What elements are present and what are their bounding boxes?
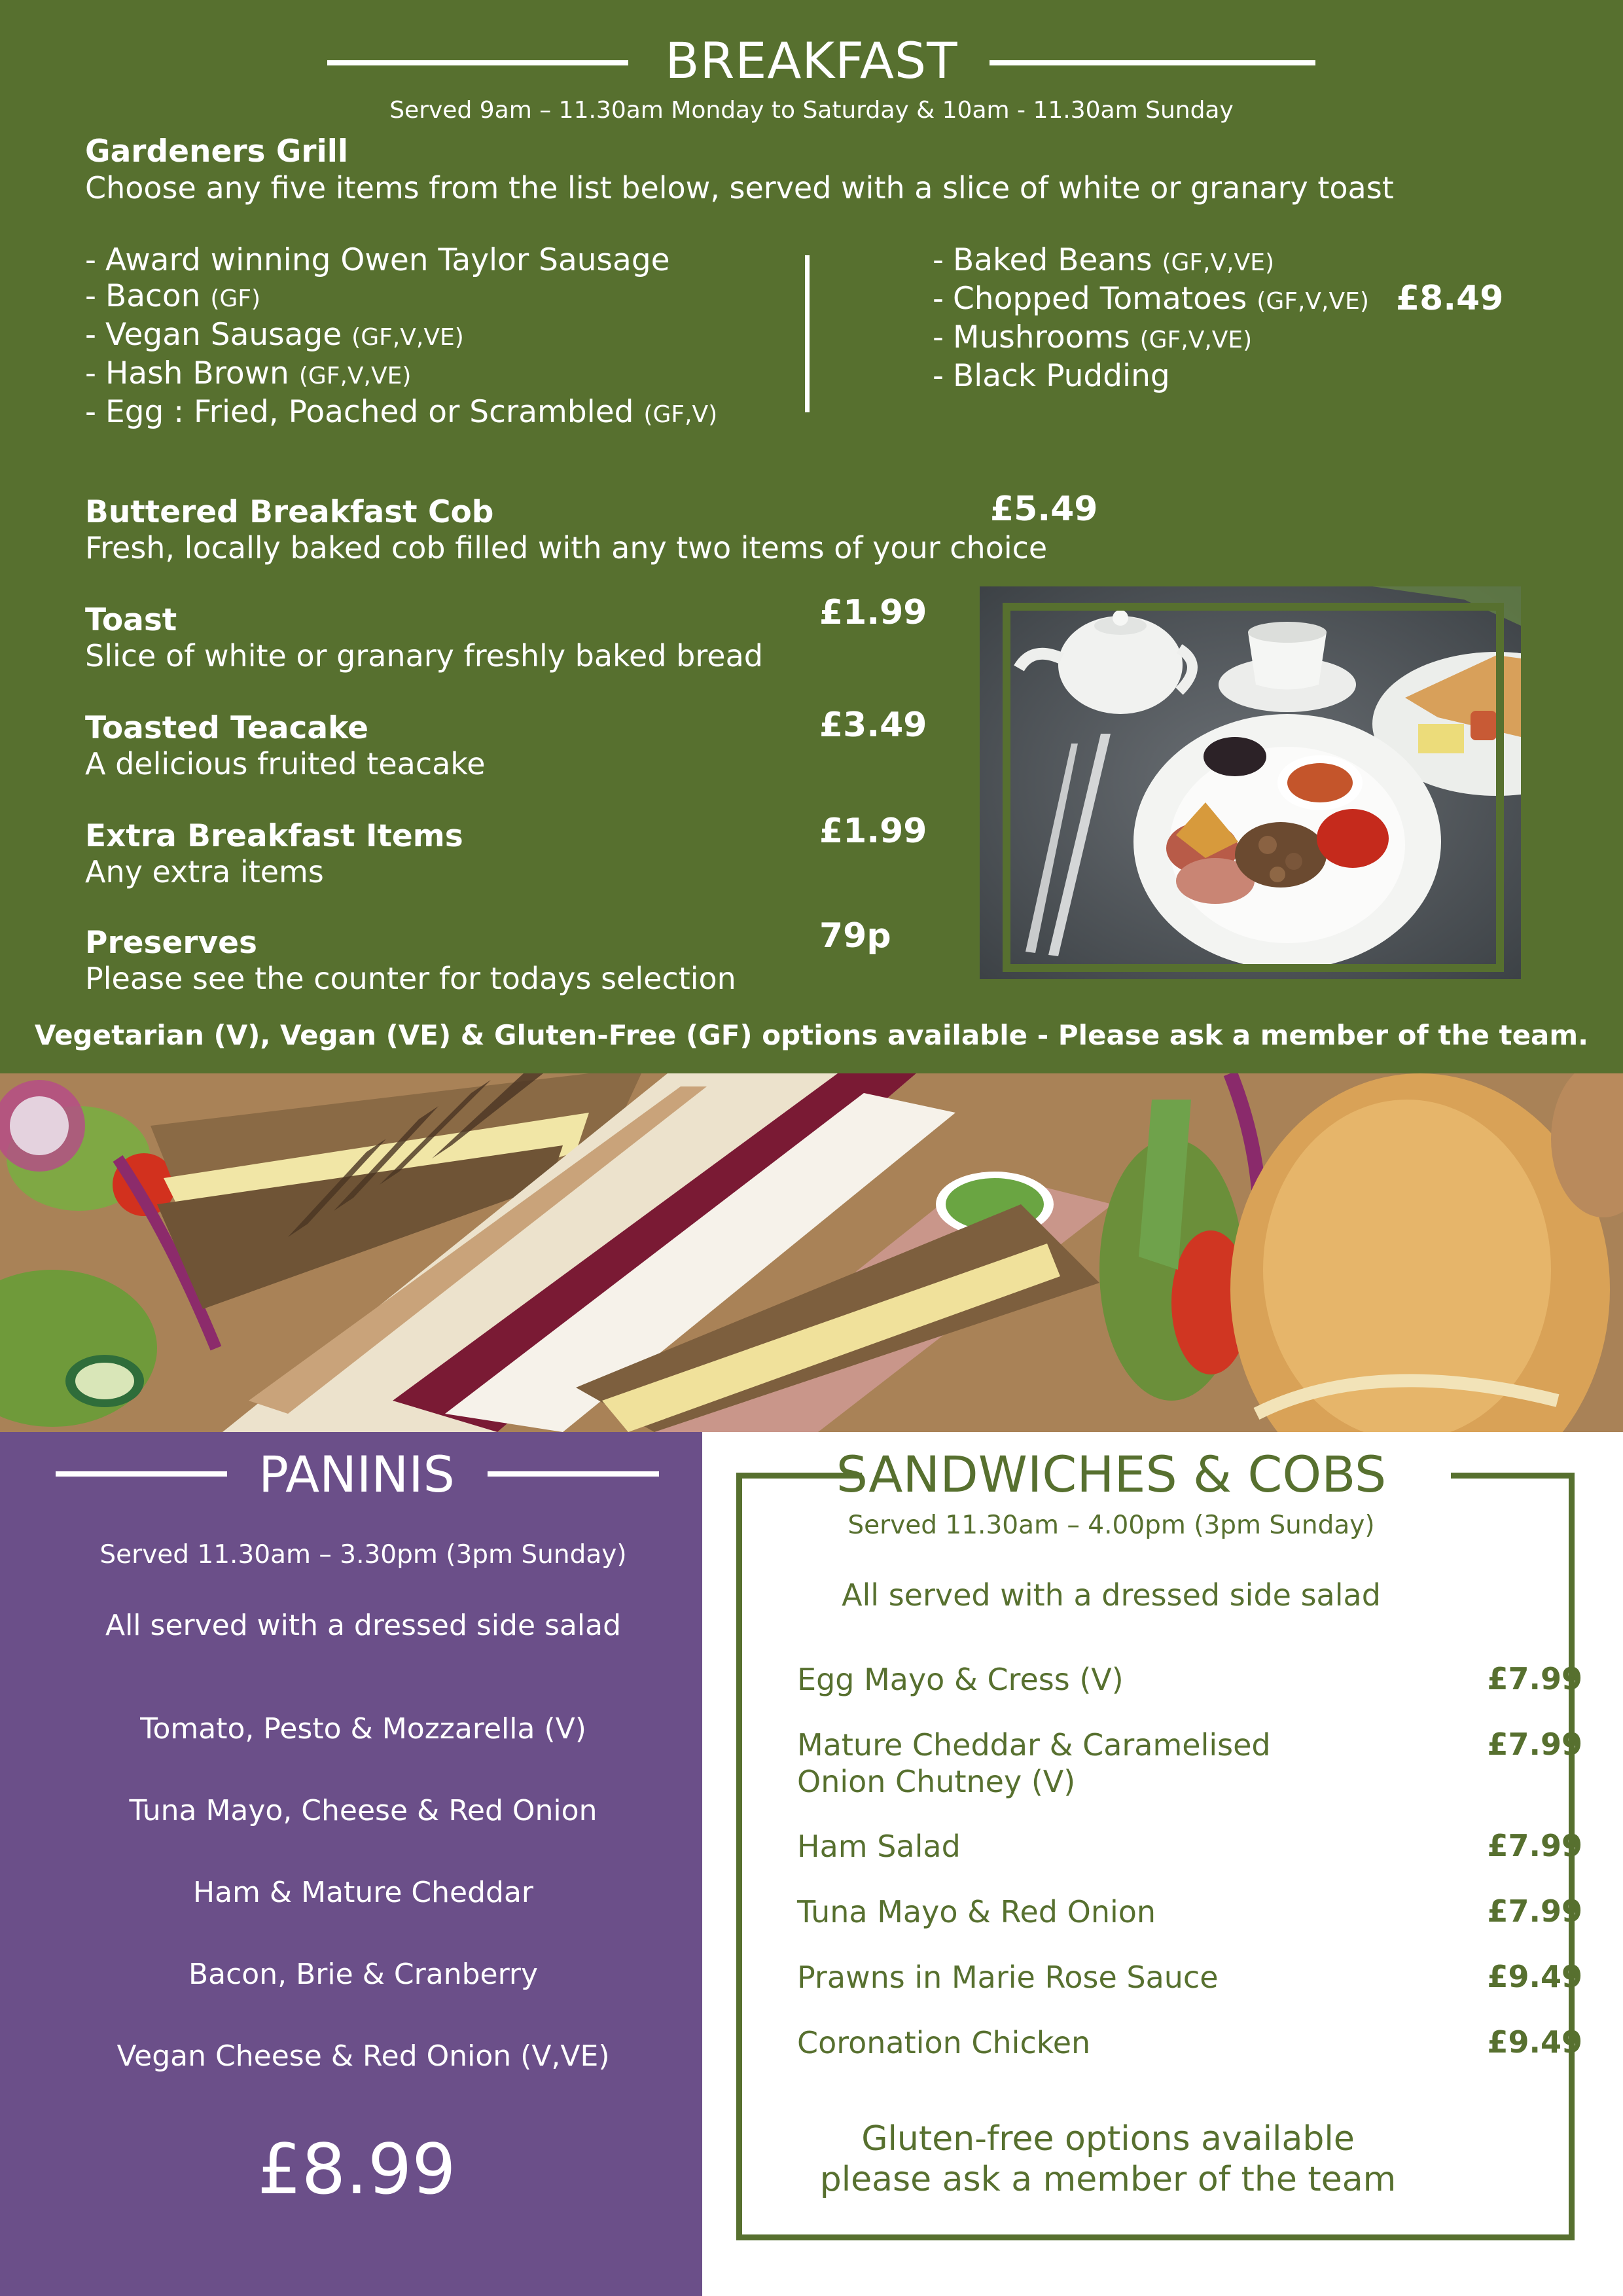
list-item: - Bacon (GF) <box>85 278 261 314</box>
panini-item: Tuna Mayo, Cheese & Red Onion <box>129 1794 597 1827</box>
toast-price: £1.99 <box>819 593 927 632</box>
photo-frame <box>1003 603 1504 972</box>
sandwich-item-name: Ham Salad <box>797 1829 961 1864</box>
paninis-salad-note: All served with a dressed side salad <box>105 1609 622 1642</box>
gardeners-grill-price: £8.49 <box>1396 279 1504 318</box>
cob-desc: Fresh, locally baked cob filled with any two items of your choice <box>85 530 1048 565</box>
paninis-section <box>0 1432 702 2296</box>
list-item: - Black Pudding <box>933 358 1170 394</box>
grill-options-left <box>85 242 717 433</box>
teacake-desc: A delicious fruited teacake <box>85 746 486 781</box>
preserves-price: 79p <box>819 916 891 956</box>
list-item: - Mushrooms (GF,V,VE) <box>933 319 1253 355</box>
list-item: - Chopped Tomatoes (GF,V,VE) <box>933 281 1369 317</box>
sandwich-item-price: £9.49 <box>1487 2024 1582 2060</box>
extra-items-price: £1.99 <box>819 812 927 851</box>
gluten-free-note-line2: please ask a member of the team <box>819 2160 1397 2199</box>
preserves-title: Preserves <box>85 925 258 961</box>
sandwich-item-price: £7.99 <box>1487 1661 1582 1696</box>
teacake-title: Toasted Teacake <box>85 710 369 746</box>
panini-item: Tomato, Pesto & Mozzarella (V) <box>140 1712 586 1746</box>
sandwich-panini-photo <box>0 1073 1623 1432</box>
sandwich-item-name: Egg Mayo & Cress (V) <box>797 1662 1124 1697</box>
sandwiches-title: SANDWICHES & COBS <box>836 1445 1387 1503</box>
paninis-title: PANINIS <box>259 1445 455 1503</box>
panini-item: Ham & Mature Cheddar <box>192 1876 534 1909</box>
food-illustration <box>0 1073 1623 1432</box>
sandwich-item-name: Tuna Mayo & Red Onion <box>797 1894 1156 1929</box>
breakfast-photo <box>980 586 1521 979</box>
sandwich-item-price: £7.99 <box>1487 1893 1582 1929</box>
panini-item: Bacon, Brie & Cranberry <box>188 1958 539 1991</box>
toast-title: Toast <box>85 602 177 638</box>
cob-title: Buttered Breakfast Cob <box>85 494 494 530</box>
list-item: - Hash Brown (GF,V,VE) <box>85 355 412 391</box>
breakfast-title: BREAKFAST <box>665 31 958 90</box>
paninis-price: £8.99 <box>257 2129 456 2210</box>
sandwiches-served-times: Served 11.30am – 4.00pm (3pm Sunday) <box>847 1511 1375 1540</box>
sandwiches-salad-note: All served with a dressed side salad <box>842 1577 1381 1613</box>
list-item: - Award winning Owen Taylor Sausage <box>85 242 670 278</box>
sandwich-item-price: £7.99 <box>1487 1727 1582 1762</box>
extra-items-desc: Any extra items <box>85 854 324 889</box>
sandwich-item-name: Coronation Chicken <box>797 2025 1091 2060</box>
breakfast-section <box>0 0 1623 1073</box>
teacake-price: £3.49 <box>819 706 927 745</box>
toast-desc: Slice of white or granary freshly baked bread <box>85 638 763 673</box>
panini-item: Vegan Cheese & Red Onion (V,VE) <box>116 2039 610 2073</box>
sandwich-item-name: Prawns in Marie Rose Sauce <box>797 1960 1219 1995</box>
extra-items-title: Extra Breakfast Items <box>85 818 463 854</box>
gardeners-grill-desc: Choose any five items from the list below, served with a slice of white or granary toast <box>85 170 1394 206</box>
grill-options-right <box>933 242 1369 394</box>
list-item: - Vegan Sausage (GF,V,VE) <box>85 317 464 353</box>
paninis-served-times: Served 11.30am – 3.30pm (3pm Sunday) <box>99 1540 627 1570</box>
cob-price: £5.49 <box>990 490 1098 529</box>
sandwich-item-price: £7.99 <box>1487 1828 1582 1863</box>
vertical-divider <box>805 255 810 412</box>
gardeners-grill-title: Gardeners Grill <box>85 134 348 170</box>
list-item: - Baked Beans (GF,V,VE) <box>933 242 1275 278</box>
preserves-desc: Please see the counter for todays selection <box>85 961 736 996</box>
sandwiches-section <box>702 1432 1623 2296</box>
gluten-free-note-line1: Gluten-free options available <box>861 2119 1355 2159</box>
list-item: - Egg : Fried, Poached or Scrambled (GF,V) <box>85 394 718 430</box>
breakfast-served-times: Served 9am – 11.30am Monday to Saturday & 10am - 11.30am Sunday <box>389 97 1234 124</box>
sandwich-item-name: Mature Cheddar & Caramelised Onion Chutney (V) <box>797 1727 1271 1799</box>
dietary-options-note: Vegetarian (V), Vegan (VE) & Gluten-Free (GF) options available - Please ask a member of the team. <box>34 1019 1589 1051</box>
sandwich-item-price: £9.49 <box>1487 1959 1582 1994</box>
